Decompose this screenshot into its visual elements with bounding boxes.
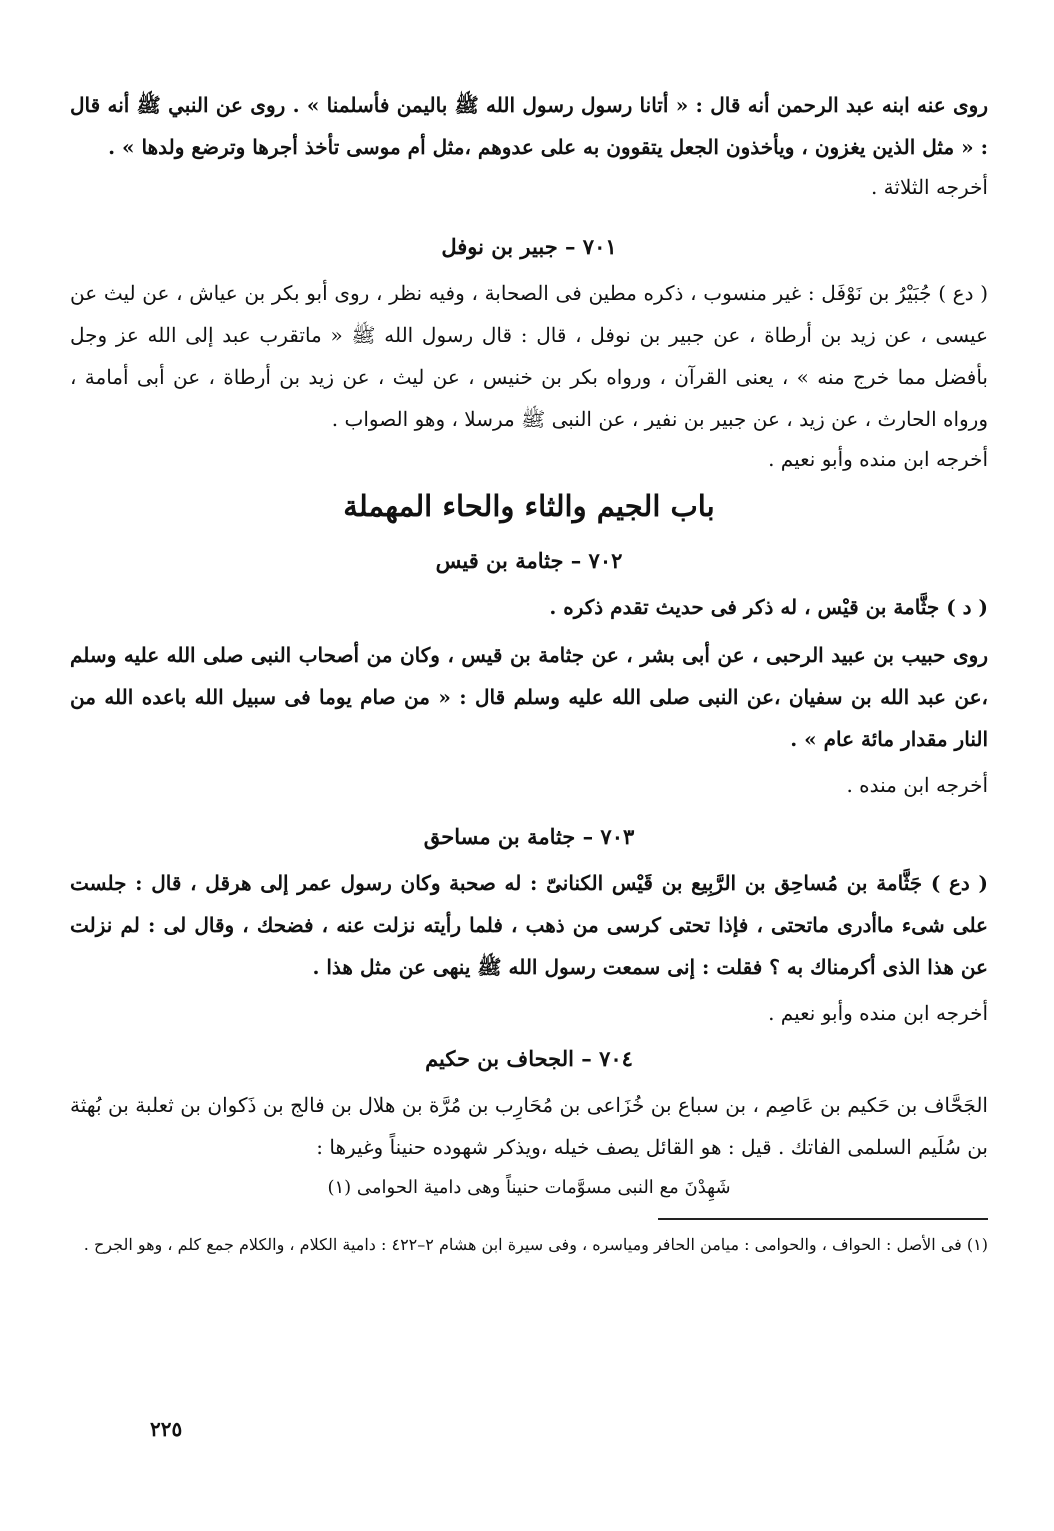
entry-paragraph-701: ( دع ) جُبَيْرُ بن نَوْفَل : غير منسوب ، ذكره مطين فى الصحابة ، وفيه نظر ، روى أبو بكر بن عياش ، عن ليث عن عيسى ، عن زيد بن أرطاة ، عن جبير بن نوفل ، قال : قال رسول الله ﷺ « ماتقرب عبد إلى الله عز وجل بأفضل مما خرج منه » ، يعنى القرآن ، ورواه بكر بن خنيس ، عن ليث ، عن زيد بن أرطاة ، عن أبى أمامة ، ورواه الحارث ، عن زيد ، عن جبير بن نفير ، عن النبى ﷺ مرسلا ، وهو الصواب . (70, 281, 988, 431)
footnote-divider (658, 1218, 988, 1220)
entry-source-701: أخرجه ابن منده وأبو نعيم . (768, 447, 988, 471)
entry-line-702: ( د ) جثَّامة بن قيْس ، له ذكر فى حديث تقدم ذكره . (549, 595, 988, 619)
section-title: باب الجيم والثاء والحاء المهملة (343, 489, 715, 523)
entry-paragraph-702: روى حبيب بن عبيد الرحبى ، عن أبى بشر ، عن جثامة بن قيس ، وكان من أصحاب النبى صلى الله عليه وسلم ،عن عبد الله بن سفيان ،عن النبى صلى الله عليه وسلم قال : « من صام يوما فى سبيل الله باعده الله من النار مقدار مائة عام » . (70, 643, 988, 751)
entry-source-703: أخرجه ابن منده وأبو نعيم . (768, 1001, 988, 1025)
entry-title-701: ٧٠١ – جبير بن نوفل (441, 234, 617, 259)
page-number: ٢٢٥ (150, 1417, 183, 1441)
intro-source: أخرجه الثلاثة . (870, 175, 988, 199)
entry-paragraph-704: الجَحَّاف بن حَكيم بن عَاصِم ، بن سباع بن خُزَاعى بن مُحَارِب بن مُرَّة بن هلال بن فالج بن ذَكوان بن ثعلبة بن بُهثة بن سُلَيم السلمى الفاتك . قيل : هو القائل يصف خيله ،ويذكر شهوده حنيناً وغيرها : (70, 1093, 988, 1159)
entry-source-702: أخرجه ابن منده . (846, 773, 988, 797)
intro-paragraph: روى عنه ابنه عبد الرحمن أنه قال : « أتانا رسول رسول الله ﷺ باليمن فأسلمنا » . روى عن النبي ﷺ أنه قال : « مثل الذين يغزون ، ويأخذون الجعل يتقوون به على عدوهم ،مثل أم موسى تأخذ أجرها وترضع ولدها » . (70, 93, 988, 159)
poem-verse: شَهِدْنَ مع النبى مسوَّمات حنيناً وهى دامية الحوامى (١) (327, 1177, 731, 1198)
document-page (70, 84, 988, 1484)
entry-title-704: ٧٠٤ – الجحاف بن حكيم (425, 1046, 633, 1071)
entry-title-702: ٧٠٢ – جثامة بن قيس (435, 548, 623, 573)
footnote: (١) فى الأصل : الحواف ، والحوامى : ميامن الحافر ومياسره ، وفى سيرة ابن هشام ٢–٤٢٢ : دامية الكلام ، والكلام جمع كلم ، وهو الجرح . (83, 1235, 988, 1254)
entry-paragraph-703: ( دع ) جَثَّامة بن مُساحِق بن الرَّبِيع بن قَيْس الكنانىّ : له صحبة وكان رسول عمر إلى هرقل ، قال : جلست على شىء ماأدرى ماتحتى ، فإذا تحتى كرسى من ذهب ، فلما رأيته نزلت عنه ، فضحك ، وقال لى : لم نزلت عن هذا الذى أكرمناك به ؟ فقلت : إنى سمعت رسول الله ﷺ ينهى عن مثل هذا . (70, 871, 988, 979)
entry-title-703: ٧٠٣ – جثامة بن مساحق (423, 824, 635, 849)
